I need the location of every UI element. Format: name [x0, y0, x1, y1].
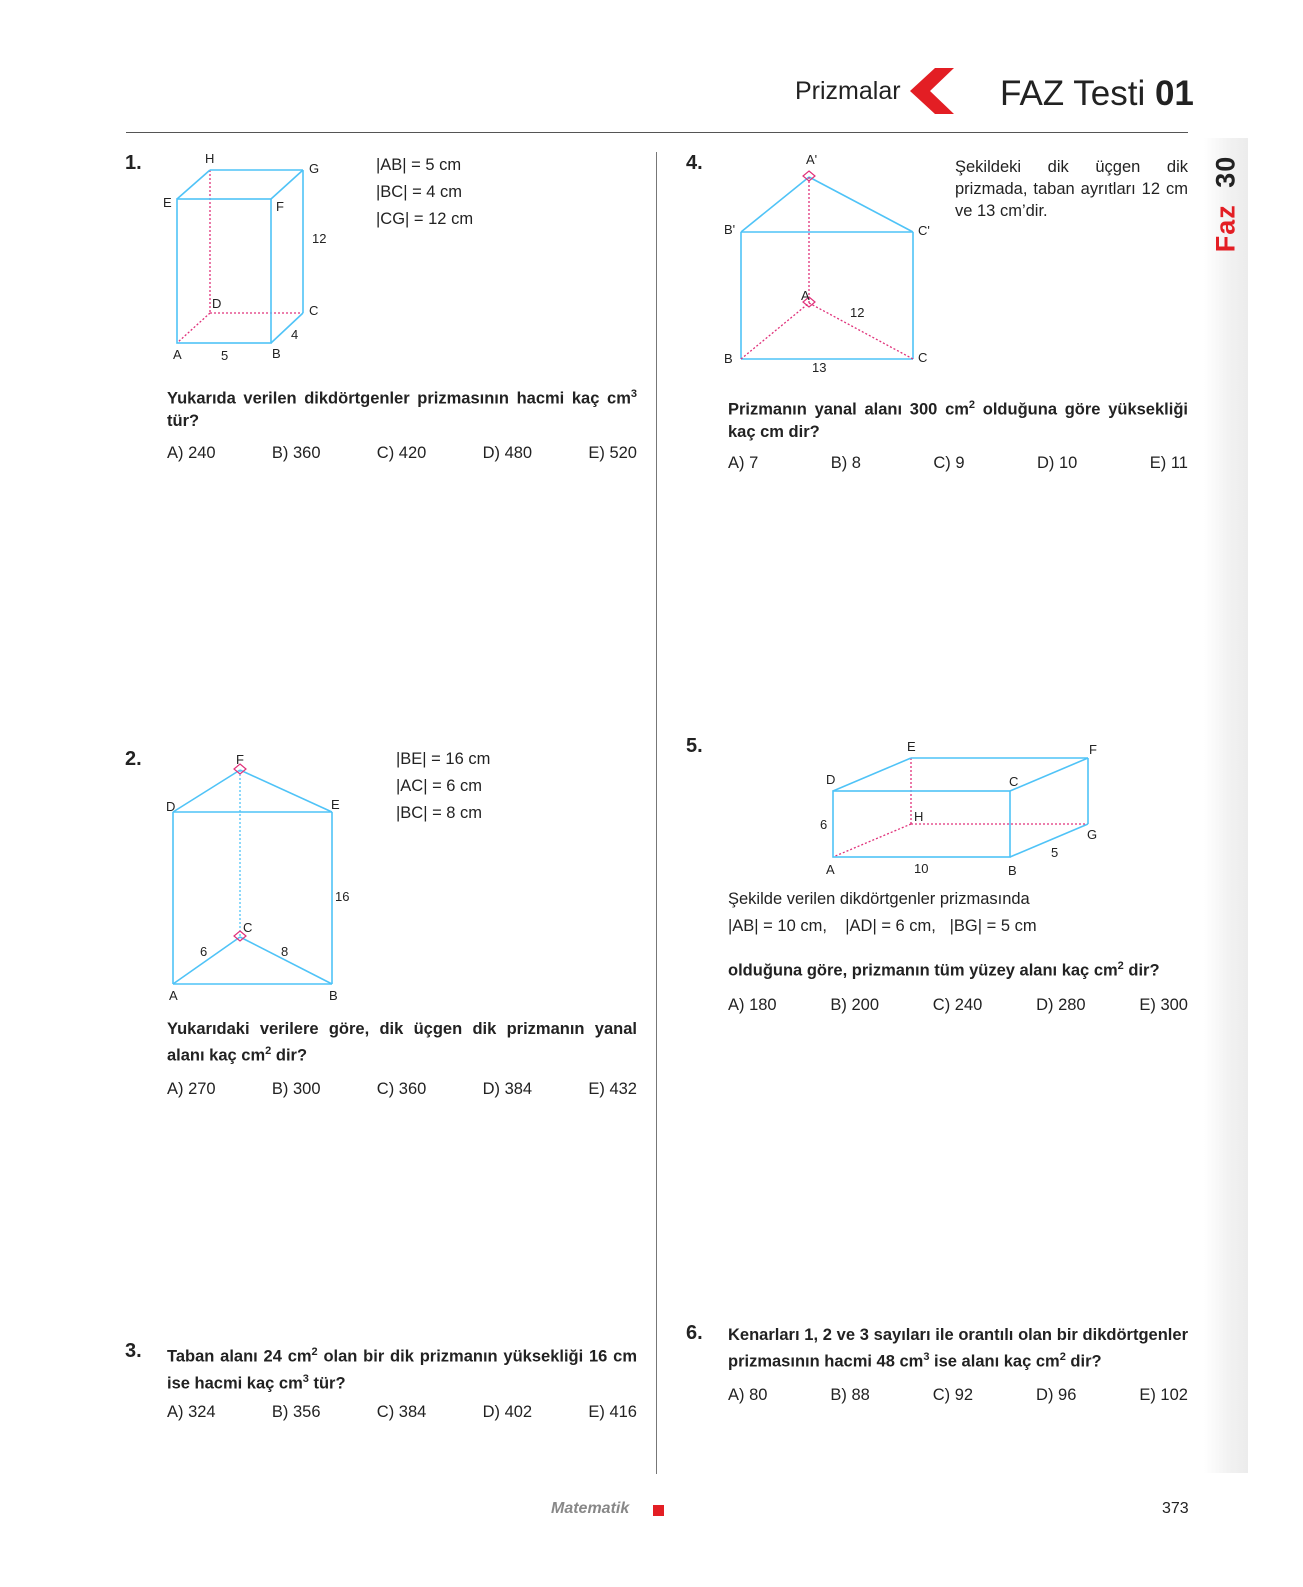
edge-length-label: 8 [281, 944, 289, 959]
vertex-label: B [724, 351, 733, 366]
choice-e[interactable]: E) 416 [588, 1403, 637, 1421]
choice-e[interactable]: E) 11 [1149, 454, 1188, 472]
question-text-part: Kenarları 1, 2 ve 3 sayıları ile orantılı olan bir dikdörtgenler prizmasının hacmi 48 cm [728, 1326, 1188, 1371]
vertex-label: E [331, 797, 340, 812]
edge-length-label: 10 [914, 861, 929, 876]
subject-name: Matematik [551, 1500, 630, 1517]
test-number: 01 [1154, 74, 1194, 113]
choice-a[interactable]: A) 240 [167, 444, 216, 462]
question-text-part: olduğuna göre, prizmanın tüm yüzey alanı kaç cm [728, 961, 1118, 980]
choice-d[interactable]: D) 96 [1036, 1386, 1077, 1404]
vertex-label: B' [724, 222, 736, 237]
question-text [167, 1018, 637, 1067]
edge-length-label: 6 [200, 944, 208, 959]
question-text-part: olan bir dik prizmanın yüksekliği 16 cm ise hacmi kaç cm [167, 1347, 637, 1392]
given-line: |BC| = 4 cm [376, 183, 463, 201]
question-number: 3. [125, 1340, 142, 1362]
choice-b[interactable]: B) 88 [830, 1386, 870, 1404]
choice-a[interactable]: A) 7 [728, 454, 759, 472]
superscript: 2 [968, 399, 976, 411]
vertex-label: G [1087, 827, 1098, 842]
choice-b[interactable]: B) 356 [271, 1403, 321, 1421]
triangular-prism-figure [720, 148, 940, 378]
question-text [728, 394, 1188, 443]
edge-length-label: 5 [1051, 845, 1059, 860]
column-divider [656, 152, 657, 1474]
question-text-part: dir? [1065, 1352, 1102, 1371]
test-title [1000, 74, 1194, 114]
choice-a[interactable]: A) 80 [728, 1386, 768, 1404]
brand-name: Faz [1210, 204, 1241, 253]
superscript: 3 [630, 388, 637, 400]
question-text-part: tür? [308, 1374, 346, 1392]
choice-e[interactable]: E) 102 [1139, 1386, 1188, 1404]
choice-c[interactable]: C) 92 [932, 1386, 974, 1404]
question-text-part: Yukarıda verilen dikdörtgenler prizmasının hacmi kaç cm [167, 389, 631, 408]
vertex-label: A [801, 288, 810, 303]
choice-b[interactable]: B) 300 [271, 1080, 321, 1098]
vertex-label: C [309, 303, 319, 318]
question-number: 5. [686, 735, 703, 757]
question-text [167, 383, 637, 432]
vertex-label: H [205, 151, 215, 166]
rectangular-prism-figure [815, 736, 1105, 876]
given-line: |BC| = 8 cm [396, 804, 483, 822]
choice-c[interactable]: C) 360 [376, 1080, 427, 1098]
choice-d[interactable]: D) 10 [1036, 454, 1078, 472]
vertex-label: F [276, 199, 284, 214]
vertex-label: G [309, 161, 320, 176]
edge-length-label: 13 [812, 360, 827, 375]
answer-choices [728, 454, 1188, 473]
edge-length-label: 16 [335, 889, 350, 904]
vertex-label: C [243, 920, 253, 935]
choice-e[interactable]: E) 520 [588, 444, 637, 462]
rectangular-prism-figure [160, 148, 350, 368]
question-text [167, 1341, 637, 1394]
choice-d[interactable]: D) 280 [1036, 996, 1086, 1014]
vertex-label: E [907, 739, 916, 754]
question-text-part: tür? [167, 411, 200, 430]
choice-b[interactable]: B) 200 [830, 996, 880, 1014]
vertex-label: E [163, 195, 172, 210]
choice-a[interactable]: A) 180 [728, 996, 777, 1014]
header-divider [126, 132, 1188, 133]
choice-c[interactable]: C) 240 [932, 996, 983, 1014]
question-number: 6. [686, 1322, 703, 1344]
vertex-label: C [1009, 774, 1019, 789]
edge-length-label: 12 [850, 305, 865, 320]
choice-a[interactable]: A) 270 [167, 1080, 216, 1098]
choice-b[interactable]: B) 8 [830, 454, 861, 472]
question-text-part: Yukarıdaki verilere göre, dik üçgen dik prizmanın yanal alanı kaç cm [167, 1020, 637, 1065]
choice-c[interactable]: C) 384 [376, 1403, 427, 1421]
question-number: 1. [125, 152, 142, 174]
superscript: 3 [302, 1372, 309, 1385]
vertex-label: F [1089, 742, 1097, 757]
superscript: 2 [311, 1346, 318, 1358]
question-number: 2. [125, 748, 142, 770]
test-title-text: FAZ Testi [1000, 74, 1146, 113]
edge-length-label: 4 [291, 327, 299, 342]
vertex-label: B [329, 988, 338, 1003]
question-text-part: dir? [1123, 961, 1160, 980]
vertex-label: A' [806, 152, 818, 167]
question-text-part: olduğuna göre yüksekliği kaç cm dir? [728, 400, 1188, 441]
vertex-label: C' [918, 223, 930, 238]
edge-length-label: 6 [820, 817, 828, 832]
vertex-label: A [173, 347, 182, 362]
choice-c[interactable]: C) 9 [933, 454, 965, 472]
sidebar-strip [1204, 138, 1248, 1473]
choice-d[interactable]: D) 402 [482, 1403, 533, 1421]
choice-c[interactable]: C) 420 [376, 444, 427, 462]
given-line: |AB| = 5 cm [376, 156, 462, 174]
given-values [396, 746, 490, 827]
faz-brand [1206, 150, 1246, 258]
superscript: 2 [265, 1045, 272, 1057]
superscript: 3 [923, 1351, 930, 1363]
triangular-prism-figure [160, 746, 360, 1006]
given-line: |AC| = 6 cm [396, 777, 483, 795]
vertex-label: C [918, 350, 928, 365]
vertex-label: A [826, 862, 835, 876]
choice-d[interactable]: D) 480 [482, 444, 533, 462]
question-line: Şekilde verilen dikdörtgenler prizmasında [728, 890, 1030, 908]
choice-e[interactable]: E) 300 [1139, 996, 1188, 1014]
vertex-label: D [166, 799, 176, 814]
vertex-label: F [236, 752, 244, 767]
given-values [376, 152, 473, 233]
given-line: |CG| = 12 cm [376, 210, 474, 228]
given-line: |BE| = 16 cm [396, 750, 491, 768]
answer-choices [167, 1403, 637, 1422]
question-intro: Şekildeki dik üçgen dik prizmada, taban ayrıtları 12 cm ve 13 cm’dir. [955, 158, 1188, 220]
vertex-label: B [272, 346, 281, 361]
chevron-logo-icon [910, 68, 955, 114]
brand-number: 30 [1210, 155, 1241, 188]
edge-length-label: 12 [312, 231, 327, 246]
question-text [728, 955, 1188, 982]
choice-b[interactable]: B) 360 [271, 444, 321, 462]
question-text-part: ise alanı kaç cm [929, 1352, 1060, 1371]
question-text [728, 1324, 1188, 1373]
edge-length-label: 5 [221, 348, 229, 363]
answer-choices [728, 1386, 1188, 1405]
vertex-label: B [1008, 863, 1017, 876]
choice-a[interactable]: A) 324 [167, 1403, 216, 1421]
vertex-label: H [914, 809, 924, 824]
choice-e[interactable]: E) 432 [588, 1080, 637, 1098]
question-text-part: Taban alanı 24 cm [167, 1347, 312, 1366]
topic-title: Prizmalar [795, 77, 901, 105]
choice-d[interactable]: D) 384 [482, 1080, 533, 1098]
page-number: 373 [1162, 1500, 1189, 1517]
question-line: |AB| = 10 cm, |AD| = 6 cm, |BG| = 5 cm [728, 917, 1037, 935]
vertex-label: D [826, 772, 836, 787]
question-text-part: dir? [271, 1046, 308, 1065]
vertex-label: D [212, 296, 222, 311]
question-text-part: Prizmanın yanal alanı 300 cm [728, 400, 969, 419]
superscript: 2 [1117, 960, 1124, 972]
question-number: 4. [686, 152, 703, 174]
answer-choices [728, 996, 1188, 1015]
square-bullet-icon [653, 1505, 664, 1516]
answer-choices [167, 1080, 637, 1099]
superscript: 2 [1059, 1351, 1066, 1363]
vertex-label: A [169, 988, 178, 1003]
answer-choices [167, 444, 637, 463]
